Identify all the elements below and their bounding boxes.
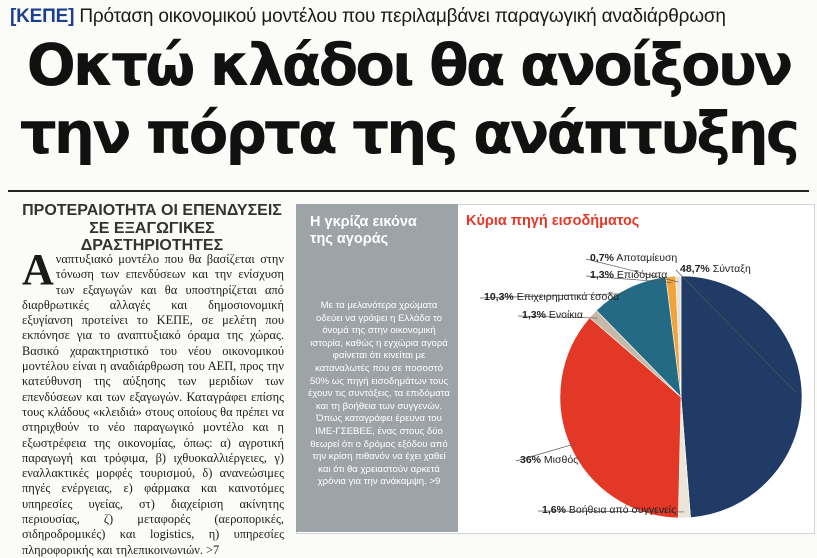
kicker bbox=[10, 6, 726, 28]
pie-label-name: Επιδόματα bbox=[613, 269, 668, 281]
pie-label bbox=[590, 269, 667, 281]
pie-label bbox=[484, 291, 619, 303]
pie-label-value: 0,7% bbox=[590, 252, 614, 264]
pie-label-name: Σύνταξη bbox=[709, 263, 751, 275]
pie-label-name: Αποταμίευση bbox=[613, 252, 678, 264]
pie-label bbox=[522, 309, 583, 321]
pie-slice bbox=[681, 276, 802, 518]
pie-label-value: 1,3% bbox=[590, 269, 614, 281]
pie-label bbox=[542, 504, 676, 516]
kicker-text: Πρόταση οικονομικού μοντέλου που περιλαμβάνει παραγωγική αναδιάρθρωση bbox=[79, 6, 726, 27]
sidebar-title: Η γκρίζα εικόνα της αγοράς bbox=[310, 214, 417, 247]
subhead-line-2: ΣΕ ΕΞΑΓΩΓΙΚΕΣ ΔΡΑΣΤΗΡΙΟΤΗΤΕΣ bbox=[80, 219, 224, 255]
divider bbox=[8, 190, 809, 192]
pie-label-value: 48,7% bbox=[680, 263, 710, 275]
pie-label-name: Επιχειρηματικά έσοδα bbox=[513, 291, 620, 303]
pie-label-value: 36% bbox=[520, 454, 542, 466]
pie-label-name: Βοήθεια από συγγενείς bbox=[565, 504, 677, 516]
pie-label bbox=[520, 454, 578, 466]
headline-line-1: Οκτώ κλάδοι θα ανοίξουν bbox=[26, 31, 791, 99]
headline-line-2: την πόρτα της ανάπτυξης bbox=[19, 99, 798, 167]
pie-label bbox=[590, 252, 677, 264]
sidebar-text: Με τα μελανότερα χρώματα οδεύει να γράψει η Ελλάδα το όνομά της στην οικονομική ιστορία, καθώς η εγχώρια αγορά φαίνεται ότι κινείται με καταναλωτές που σε ποσοστό 50% ως πηγή εισοδημάτων τους έχουν τις συντάξεις, τα επιδόματα και τη βοήθεια των συγγενών. Όπως καταγράφει έρευνα του ΙΜΕ-ΓΣΕΒΕΕ, ένας στους δύο θεωρεί ότι ο δρόμος εξόδου από την κρίση πιθανόν να έχει χαθεί και ότι θα χρειαστούν αρκετά χρόνια για την ανάκαμψη. >9 bbox=[308, 300, 450, 488]
pie-label-value: 1,3% bbox=[522, 309, 546, 321]
pie-label-value: 10,3% bbox=[484, 291, 514, 303]
pie-label-value: 1,6% bbox=[542, 504, 566, 516]
pie-label-name: Μισθός bbox=[541, 454, 579, 466]
subhead bbox=[22, 202, 282, 255]
subhead-line-1: ΠΡΟΤΕΡΑΙΟΤΗΤΑ ΟΙ ΕΠΕΝΔΥΣΕΙΣ bbox=[22, 202, 282, 219]
dropcap: Α bbox=[22, 245, 54, 294]
chart-title: Κύρια πηγή εισοδήματος bbox=[466, 213, 640, 229]
pie-label-name: Ενοίκια bbox=[545, 309, 583, 321]
article-body-text: ναπτυξιακό μοντέλο που θα βασίζεται στην τόνωση των επενδύσεων και την ενίσχυση των εξαγωγών και θα υποστηρίζεται από διαρθρωτικές αλλαγές και δημοσιονομική εξυγίανση προτείνει το ΚΕΠΕ, σε μελέτη που εκπόνησε για το αναπτυξιακό όραμα της χώρας. Βασικό χαρακτηριστικό του νέου οικονομικού μοντέλου είναι η αναδιάρθρωση του ΑΕΠ, προς την κατεύθυνση της αύξησης των μεριδίων των επενδύσεων και των εξαγωγών. Καταγράφει επίσης τους κλάδους «κλειδιά» στους οποίους θα πρέπει να στηριχθούν το νέο παραγωγικό μοντέλο και η εξωστρέφεια της οικονομίας, όπως: α) αγροτική παραγωγή και τρόφιμα, β) ιχθυοκαλλιέργειες, γ) εναλλακτικές μορφές τουρισμού, δ) ανανεώσιμες πηγές ενέργειας, ε) φάρμακα και καινοτόμες υπηρεσίες υγείας, στ) διαχείριση ακίνητης περιουσίας, ζ) μεταφορές (αεροπορικές, σιδηροδρομικές) και logistics, η) υπηρεσίες πληροφορικής και τηλεπικοινωνιών. >7 bbox=[22, 252, 284, 557]
pie-label bbox=[680, 263, 751, 275]
article-body bbox=[22, 245, 284, 557]
source-tag: [ΚΕΠΕ] bbox=[10, 6, 75, 27]
